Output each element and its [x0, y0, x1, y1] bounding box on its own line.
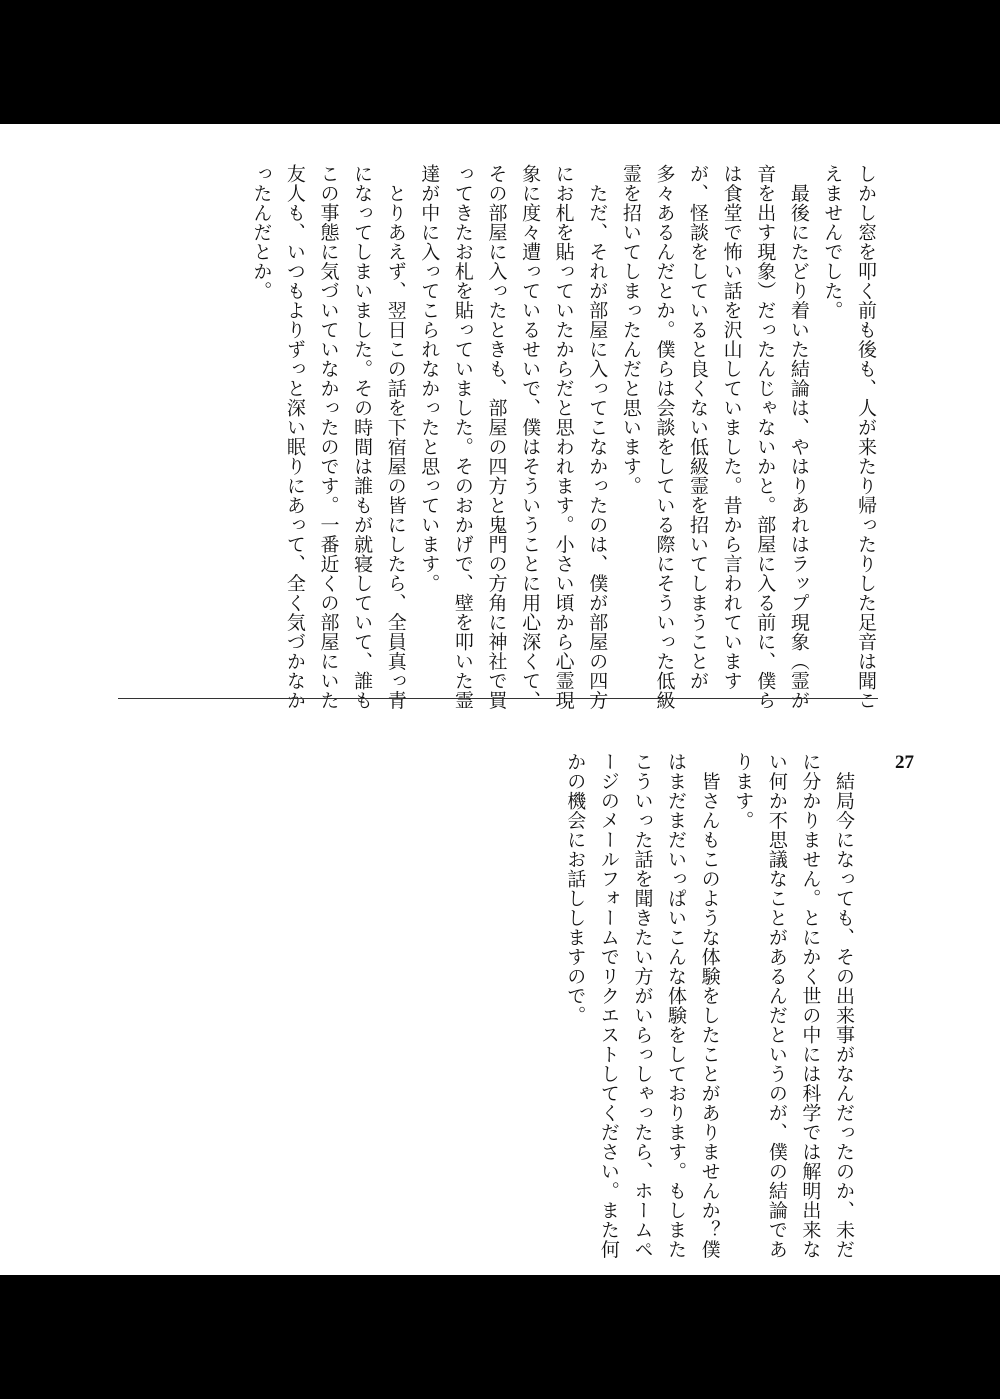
lower-text-section: [540, 752, 860, 1272]
paragraph: ただ、それが部屋に入ってこなかったのは、僕が部屋の四方にお札を貼っていたからだと思われます。小さい頃から心霊現象に度々遭っているせいで、僕はそういうことに用心深くて、その部屋に入ったときも、部屋の四方と鬼門の方角に神社で買ってきたお札を貼っていました。そのおかげで、壁を叩いた霊達が中に入ってこられなかったと思っています。: [418, 164, 609, 710]
paragraph: とりあえず、翌日この話を下宿屋の皆にしたら、全員真っ青になってしまいました。その時間は誰もが就寝していて、誰もこの事態に気づいていなかったのです。一番近くの部屋にいた友人も、いつもよりずっと深い眠りにあって、全く気づかなかったんだとか。: [250, 164, 407, 710]
paragraph: 結局今になっても、その出来事がなんだったのか、未だに分かりません。とにかく世の中には科学では解明出来ない何か不思議なことがあるんだというのが、僕の結論であります。: [732, 752, 855, 1259]
paragraph: 最後にたどり着いた結論は、やはりあれはラップ現象（霊が音を出す現象）だったんじゃないかと。部屋に入る前に、僕らは食堂で怖い話を沢山していました。昔から言われていますが、怪談をしていると良くない低級霊を招いてしまうことが多々あるんだとか。僕らは会談をしている際にそういった低級霊を招いてしまったんだと思います。: [619, 164, 810, 710]
paragraph: 皆さんもこのような体験をしたことがありませんか？僕はまだまだいっぱいこんな体験をしております。もしまたこういった話を聞きたい方がいらっしゃったら、ホームページのメールフォームでリクエストしてください。また何かの機会にお話ししますので。: [564, 752, 721, 1259]
section-divider: [118, 698, 878, 699]
book-page: [0, 124, 1000, 1275]
paragraph: しかし窓を叩く前も後も、人が来たり帰ったりした足音は聞こえませんでした。: [821, 164, 877, 710]
upper-text-section: [122, 164, 882, 724]
page-number: 27: [895, 752, 914, 773]
